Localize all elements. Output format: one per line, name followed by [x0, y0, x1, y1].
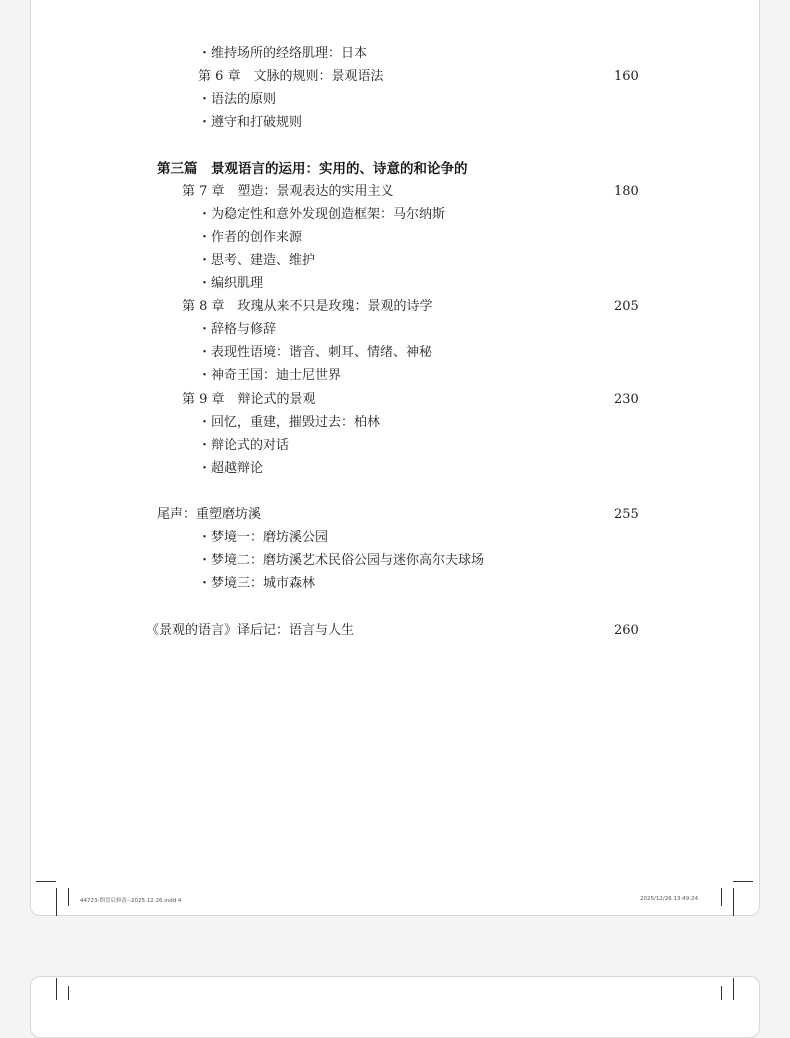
- next-page: [30, 976, 760, 1038]
- crop-mark: [721, 888, 722, 906]
- toc-page-number: 180: [614, 184, 639, 199]
- toc-section: ・梦境三：城市森林: [198, 576, 316, 591]
- toc-page-number: 205: [614, 299, 639, 314]
- toc-chapter: 第 7 章 塑造：景观表达的实用主义: [182, 184, 394, 199]
- crop-mark: [56, 888, 57, 916]
- crop-mark: [56, 978, 57, 1000]
- toc-section: ・回忆，重建，摧毁过去：柏林: [198, 415, 381, 430]
- toc-section: ・辩论式的对话: [198, 438, 290, 453]
- toc-section: ・梦境一：磨坊溪公园: [198, 530, 329, 545]
- toc-page-number: 255: [614, 507, 639, 522]
- toc-chapter: 第 6 章 文脉的规则：景观语法: [198, 69, 384, 84]
- document-page: [30, 0, 760, 916]
- crop-mark: [721, 986, 722, 1000]
- toc-chapter: 第 8 章 玫瑰从来不只是玫瑰：景观的诗学: [182, 299, 433, 314]
- toc-section: ・作者的创作来源: [198, 230, 303, 245]
- toc-section: ・辞格与修辞: [198, 322, 277, 337]
- crop-mark: [733, 881, 753, 882]
- toc-afterword: 《景观的语言》译后记：语言与人生: [146, 623, 355, 638]
- toc-part: 第三篇 景观语言的运用：实用的、诗意的和论争的: [157, 161, 468, 177]
- toc-section: ・语法的原则: [198, 92, 277, 107]
- crop-mark: [68, 986, 69, 1000]
- crop-mark: [68, 888, 69, 906]
- toc-section: ・表现性语境：谐音、刺耳、情绪、神秘: [198, 345, 433, 360]
- toc-section: ・维持场所的经络肌理：日本: [198, 46, 368, 61]
- toc-section: ・为稳定性和意外发现创造框架：马尔纳斯: [198, 207, 446, 222]
- toc-epilogue: 尾声：重塑磨坊溪: [157, 507, 262, 522]
- toc-section: ・遵守和打破规则: [198, 115, 303, 130]
- crop-mark: [733, 978, 734, 1000]
- crop-mark: [733, 888, 734, 916]
- print-timestamp: 2025/12/26 13:49:24: [640, 896, 699, 902]
- toc-section: ・超越辩论: [198, 461, 264, 476]
- toc-section: ・思考、建造、维护: [198, 253, 316, 268]
- toc-page-number: 160: [614, 69, 639, 84]
- toc-section: ・编织肌理: [198, 276, 264, 291]
- crop-mark: [36, 881, 56, 882]
- toc-section: ・神奇王国：迪士尼世界: [198, 368, 342, 383]
- toc-page-number: 230: [614, 392, 639, 407]
- toc-page-number: 260: [614, 623, 639, 638]
- toc-section: ・梦境二：磨坊溪艺术民俗公园与迷你高尔夫球场: [198, 553, 485, 568]
- file-slug: 44723-期盘后修改--2025.12.26.indd 4: [80, 898, 182, 904]
- toc-chapter: 第 9 章 辩论式的景观: [182, 392, 316, 407]
